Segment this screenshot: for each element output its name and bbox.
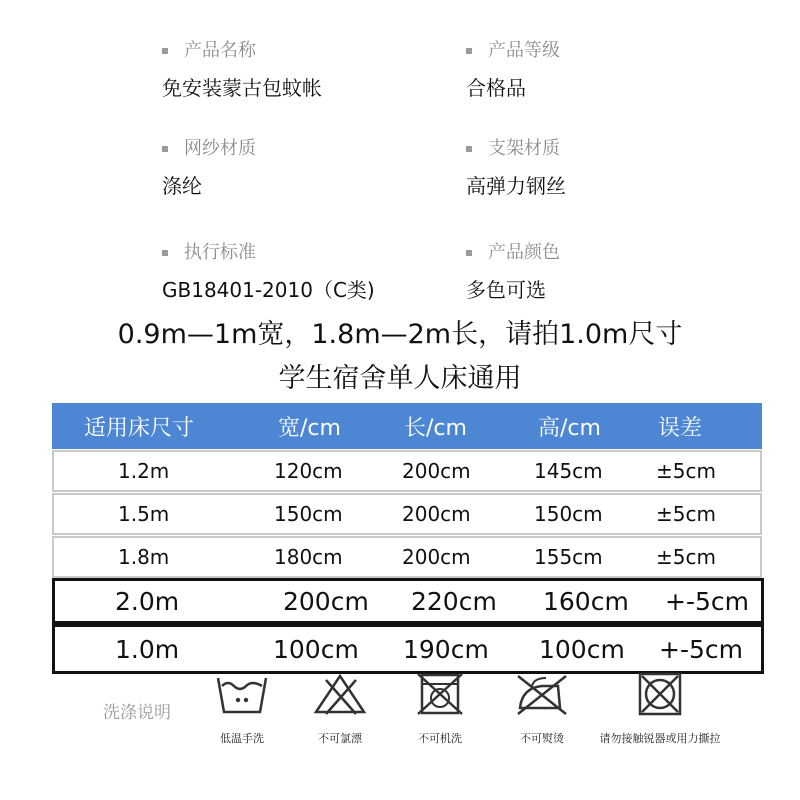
spec-value: 多色可选 — [466, 278, 546, 302]
table-cell: 200cm — [283, 586, 369, 616]
column-header: 误差 — [658, 415, 703, 441]
table-cell: ±5cm — [656, 502, 716, 526]
table-cell: ±5cm — [656, 459, 716, 483]
spec-value: 合格品 — [466, 76, 526, 100]
care-title: 洗涤说明 — [103, 703, 171, 723]
table-cell: 200cm — [402, 545, 471, 569]
no-bleach-icon — [312, 672, 368, 716]
table-cell: 200cm — [402, 459, 471, 483]
no-tumble-dry-icon — [632, 672, 688, 716]
spec-frame-material — [466, 138, 746, 198]
spec-standard — [162, 242, 442, 302]
table-cell: 1.5m — [118, 502, 170, 526]
table-cell: 1.8m — [118, 545, 170, 569]
table-cell: 120cm — [274, 459, 343, 483]
care-caption: 低温手洗 — [220, 732, 264, 745]
table-row — [52, 493, 762, 535]
bullet-icon — [162, 146, 168, 152]
spec-label: 网纱材质 — [184, 138, 256, 159]
table-row — [52, 624, 764, 674]
spec-label: 产品等级 — [488, 40, 560, 61]
care-no-tumble-dry — [590, 672, 730, 746]
spec-color — [466, 242, 746, 302]
table-cell: 2.0m — [115, 586, 180, 616]
care-caption: 不可氯漂 — [318, 732, 362, 745]
care-caption: 不可熨烫 — [520, 732, 564, 745]
table-cell: ±5cm — [656, 545, 716, 569]
no-machine-wash-icon — [412, 672, 468, 716]
spec-product-grade — [466, 40, 746, 100]
table-cell: 1.0m — [115, 634, 180, 664]
table-cell: 150cm — [274, 502, 343, 526]
table-row — [52, 450, 762, 492]
table-cell: 150cm — [534, 502, 603, 526]
table-cell: 1.2m — [118, 459, 170, 483]
table-row — [52, 536, 762, 578]
spec-value: 免安装蒙古包蚊帐 — [162, 76, 322, 100]
table-cell: 180cm — [274, 545, 343, 569]
bullet-icon — [466, 48, 472, 54]
spec-label: 支架材质 — [488, 138, 560, 159]
size-table-header — [52, 403, 762, 449]
no-iron-icon — [512, 672, 572, 716]
spec-product-name — [162, 40, 442, 100]
column-header: 适用床尺寸 — [84, 415, 195, 441]
spec-value: 涤纶 — [162, 174, 202, 198]
table-cell: 160cm — [543, 586, 629, 616]
spec-label: 产品名称 — [184, 40, 256, 61]
column-header: 宽/cm — [278, 415, 341, 441]
bullet-icon — [466, 146, 472, 152]
table-cell: +-5cm — [665, 586, 749, 616]
table-cell: 190cm — [403, 634, 489, 664]
bullet-icon — [162, 48, 168, 54]
column-header: 长/cm — [404, 415, 467, 441]
spec-value: 高弹力钢丝 — [466, 174, 566, 198]
table-cell: 200cm — [402, 502, 471, 526]
column-header: 高/cm — [538, 415, 601, 441]
size-recommendation: 0.9m—1m宽，1.8m—2m长，请拍1.0m尺寸 — [117, 319, 683, 350]
spec-label: 执行标准 — [184, 242, 256, 263]
table-cell: +-5cm — [659, 634, 743, 664]
table-cell: 155cm — [534, 545, 603, 569]
care-caption: 不可机洗 — [418, 732, 462, 745]
table-cell: 100cm — [539, 634, 625, 664]
bullet-icon — [162, 250, 168, 256]
table-cell: 145cm — [534, 459, 603, 483]
spec-label: 产品颜色 — [488, 242, 560, 263]
spec-value: GB18401-2010（C类) — [162, 278, 375, 302]
hand-wash-icon — [214, 672, 270, 716]
spec-mesh-material — [162, 138, 442, 198]
care-caption: 请勿接触锐器或用力撕拉 — [599, 732, 721, 745]
usage-note: 学生宿舍单人床通用 — [278, 363, 522, 394]
table-cell: 220cm — [411, 586, 497, 616]
table-cell: 100cm — [273, 634, 359, 664]
bullet-icon — [466, 250, 472, 256]
table-row — [52, 578, 764, 624]
